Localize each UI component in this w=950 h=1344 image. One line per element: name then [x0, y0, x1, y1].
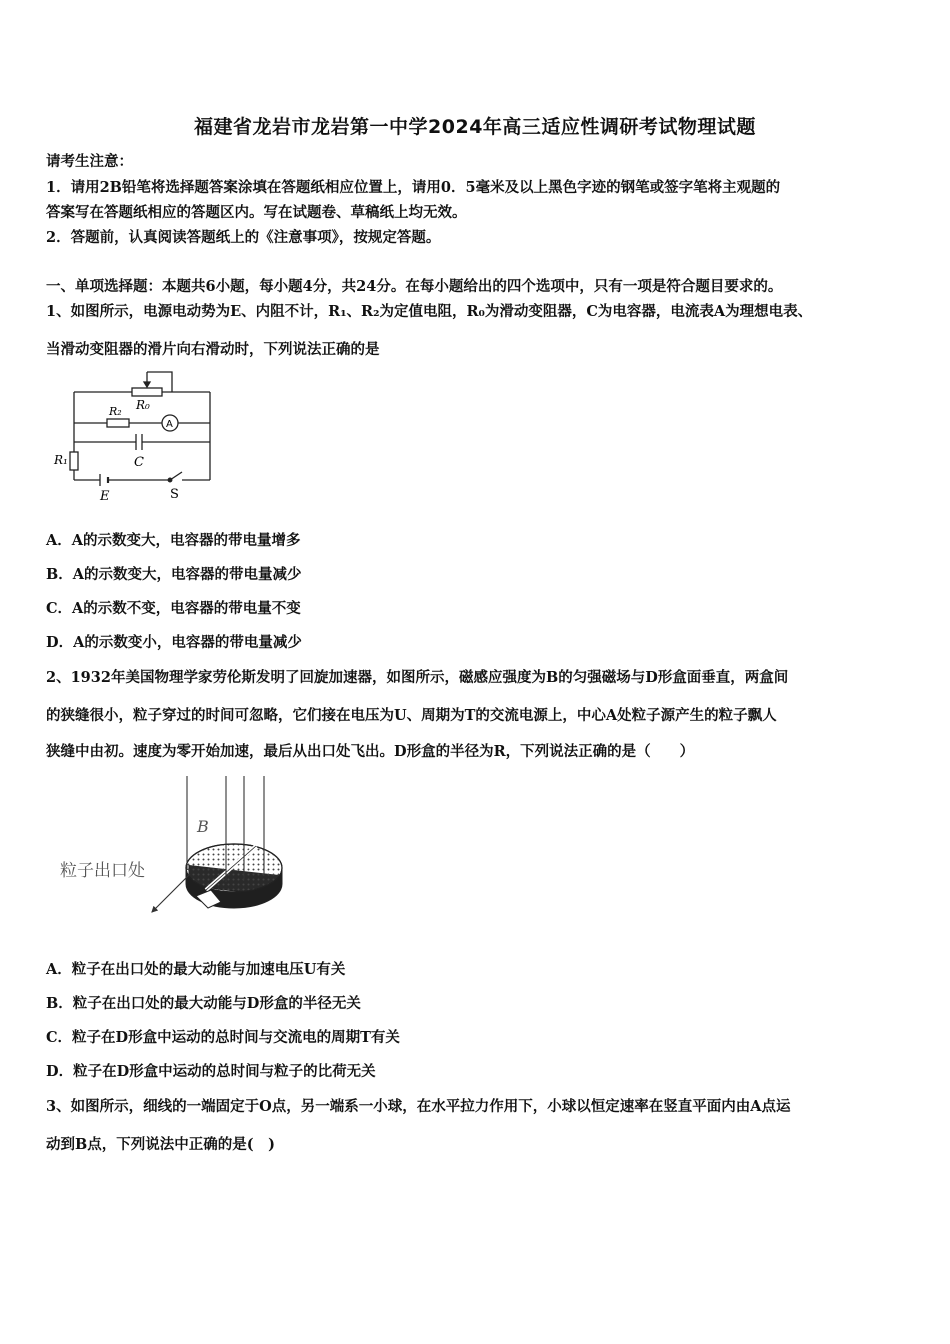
q2-cyclotron-diagram [56, 772, 296, 932]
q1-circuit-diagram [52, 368, 222, 508]
notice-line-1: 1．请用2B铅笔将选择题答案涂填在答题纸相应位置上，请用0．5毫米及以上黑色字迹的钢笔或签字笔将主观题的 [46, 179, 781, 196]
q2-stem-line-2: 的狭缝很小，粒子穿过的时间可忽略，它们接在电压为U、周期为T的交流电源上，中心A处粒子源产生的粒子飘人 [46, 707, 777, 724]
q2-stem-line-3: 狭缝中由初。速度为零开始加速，最后从出口处飞出。D形盒的半径为R，下列说法正确的是（ ） [46, 743, 695, 760]
q2-stem-line-1: 2、1932年美国物理学家劳伦斯发明了回旋加速器，如图所示，磁感应强度为B的匀强磁场与D形盒面垂直，两盒间 [46, 669, 789, 686]
q2-option-c[interactable]: C．粒子在D形盒中运动的总时间与交流电的周期T有关 [46, 1029, 400, 1046]
label-field-b: B [197, 817, 209, 836]
label-s: S [170, 487, 179, 502]
q3-stem-line-2: 动到B点，下列说法中正确的是( ) [46, 1136, 275, 1153]
notice-heading: 请考生注意： [46, 153, 133, 170]
q2-option-a[interactable]: A．粒子在出口处的最大动能与加速电压U有关 [46, 961, 346, 978]
q3-stem-line-1: 3、如图所示，细线的一端固定于O点，另一端系一小球，在水平拉力作用下，小球以恒定速率在竖直平面内由A点运 [46, 1098, 791, 1115]
notice-line-2: 答案写在答题纸相应的答题区内。写在试题卷、草稿纸上均无效。 [46, 204, 467, 221]
q1-stem-line-2: 当滑动变阻器的滑片向右滑动时，下列说法正确的是 [46, 341, 380, 358]
label-c: C [134, 455, 144, 470]
q1-option-b[interactable]: B．A的示数变大，电容器的带电量减少 [46, 566, 302, 583]
label-exit: 粒子出口处 [60, 861, 145, 881]
page-title: 福建省龙岩市龙岩第一中学2024年高三适应性调研考试物理试题 [194, 116, 756, 138]
q1-option-a[interactable]: A．A的示数变大，电容器的带电量增多 [46, 532, 301, 549]
section-1-heading: 一、单项选择题：本题共6小题，每小题4分，共24分。在每小题给出的四个选项中，只有一项是符合题目要求的。 [46, 278, 783, 295]
label-ammeter: A [166, 419, 173, 430]
label-r1: R₁ [54, 453, 68, 467]
label-r0: R₀ [136, 398, 150, 412]
q2-option-d[interactable]: D．粒子在D形盒中运动的总时间与粒子的比荷无关 [46, 1063, 376, 1080]
label-r2: R₂ [109, 405, 122, 418]
q2-option-b[interactable]: B．粒子在出口处的最大动能与D形盒的半径无关 [46, 995, 361, 1012]
q1-stem-line-1: 1、如图所示，电源电动势为E、内阻不计，R₁、R₂为定值电阻，R₀为滑动变阻器，C为电容器，电流表A为理想电表、 [46, 303, 813, 320]
q1-option-c[interactable]: C．A的示数不变，电容器的带电量不变 [46, 600, 301, 617]
label-e: E [100, 489, 110, 504]
notice-line-3: 2．答题前，认真阅读答题纸上的《注意事项》，按规定答题。 [46, 229, 441, 246]
q1-option-d[interactable]: D．A的示数变小，电容器的带电量减少 [46, 634, 302, 651]
